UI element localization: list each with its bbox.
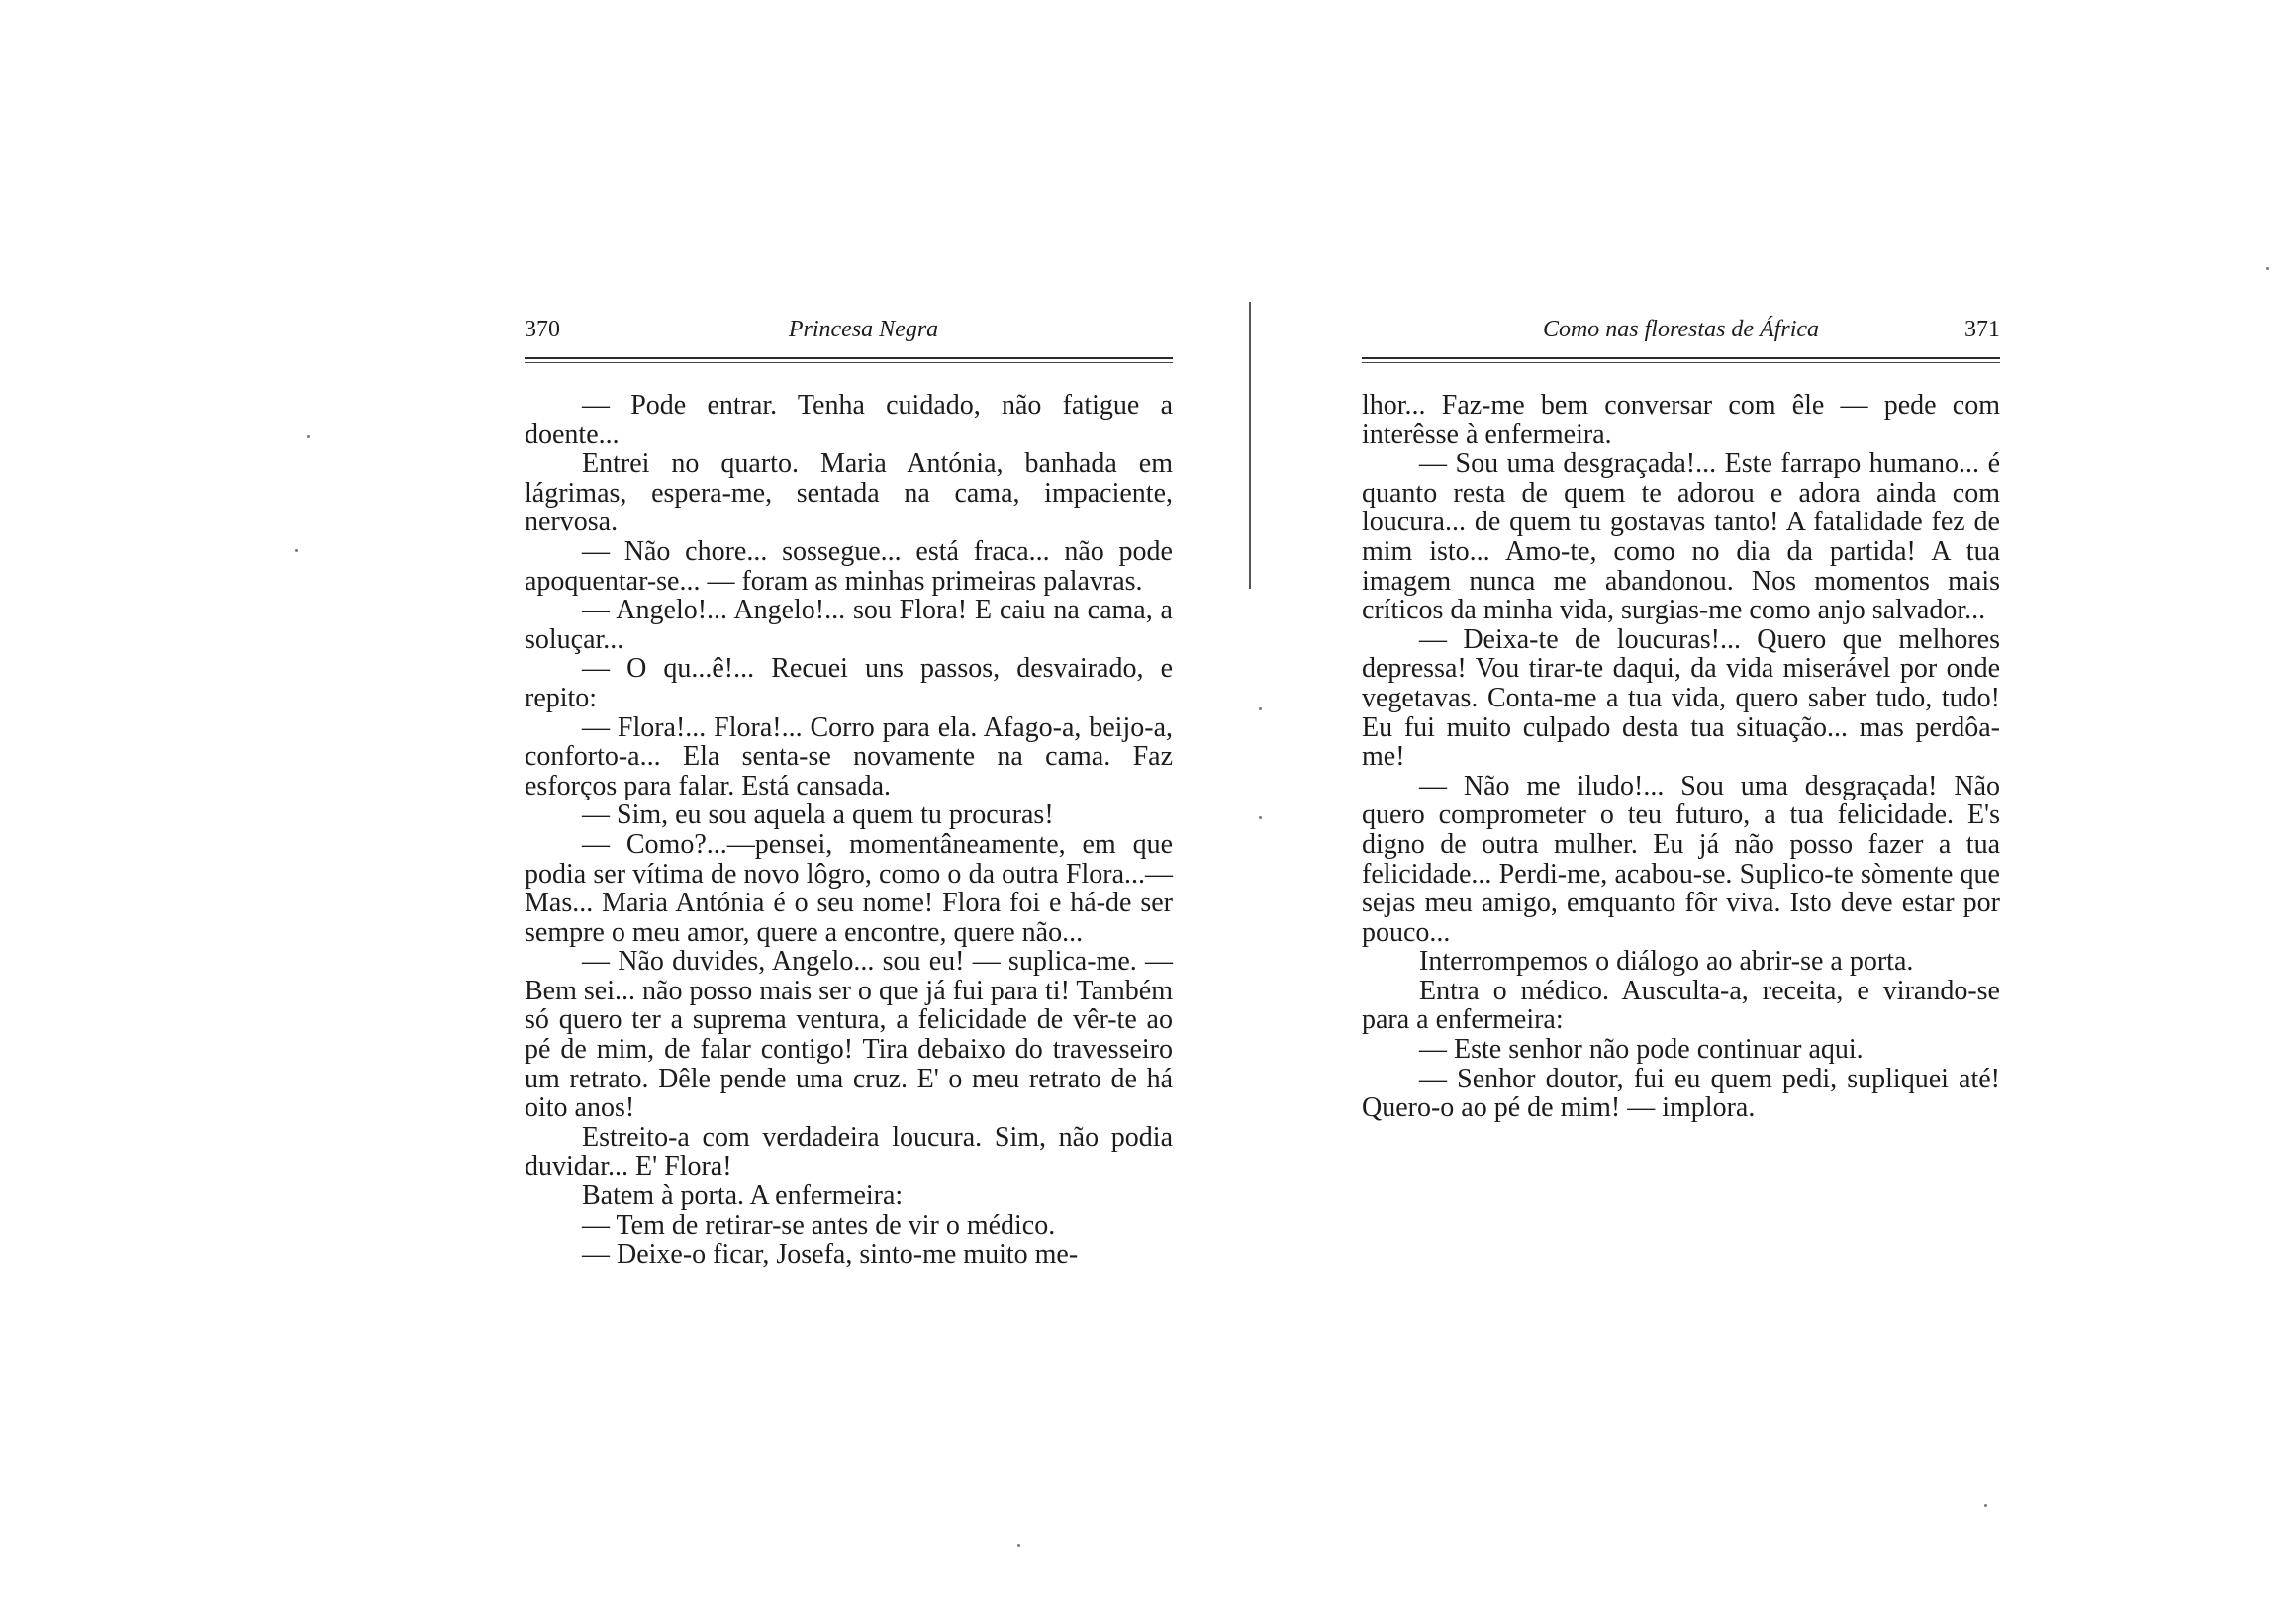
running-title: Como nas florestas de África — [1542, 317, 1820, 342]
paragraph: — Angelo!... Angelo!... sou Flora! E caiu na cama, a soluçar... — [525, 595, 1173, 655]
running-title: Princesa Negra — [788, 317, 939, 342]
paragraph: — O qu...ê!... Recuei uns passos, desvairado, e repito: — [525, 653, 1173, 713]
page-body — [1362, 391, 2000, 1123]
paragraph: — Deixa-te de loucuras!... Quero que melhores depressa! Vou tirar-te daqui, da vida miserável por onde vegetavas. Conta-me a tua vida, quero saber tudo, tudo! Eu fui muito culpado desta tua situação... mas perdôa-me! — [1362, 623, 2000, 773]
paragraph: — Não duvides, Angelo... sou eu! — suplica-me. — Bem sei... não posso mais ser o que já fui para ti! Também só quero ter a suprema ventura, a felicidade de vêr-te ao pé de mim, de falar contigo! Tira debaixo do travesseiro um retrato. Dêle pende uma cruz. E' o meu retrato de há oito anos! — [525, 946, 1173, 1124]
paragraph: lhor... Faz-me bem conversar com êle — pede com interêsse à enfermeira. — [1362, 390, 2000, 450]
scan-speck — [1017, 1544, 1020, 1547]
paragraph: — Tem de retirar-se antes de vir o médico. — [582, 1209, 1056, 1241]
header-rule — [525, 357, 1173, 359]
paragraph: — Deixe-o ficar, Josefa, sinto-me muito me- — [582, 1239, 1079, 1270]
header-rule-thin — [1362, 362, 2000, 363]
paragraph: — Sim, eu sou aquela a quem tu procuras! — [582, 800, 1054, 831]
paragraph: — Como?...—pensei, momentâneamente, em que podia ser vítima de novo lôgro, como o da outra Flora...—Mas... Maria Antónia é o seu nome! Flora foi e há-de ser sempre o meu amor, quere a encontre, quere não... — [525, 828, 1173, 948]
paragraph: Entra o médico. Ausculta-a, receita, e virando-se para a enfermeira: — [1362, 975, 2000, 1036]
scan-speck — [1259, 816, 1262, 819]
paragraph: Interrompemos o diálogo ao abrir-se a porta. — [1419, 946, 1914, 978]
scan-speck — [307, 435, 310, 438]
paragraph: — Flora!... Flora!... Corro para ela. Afago-a, beijo-a, conforto-a... Ela senta-se novamente na cama. Faz esforços para falar. Está cansada. — [525, 711, 1173, 801]
page-body — [525, 391, 1173, 1270]
right-page — [1362, 312, 2000, 1123]
page-number: 371 — [1964, 317, 2000, 342]
header-rule — [1362, 357, 2000, 359]
scan-speck — [295, 549, 298, 552]
header-rule-thin — [525, 362, 1173, 363]
paragraph: — Senhor doutor, fui eu quem pedi, supliquei até! Quero-o ao pé de mim! — implora. — [1362, 1063, 2000, 1124]
paragraph: — Não chore... sossegue... está fraca... não pode apoquentar-se... — foram as minhas primeiras palavras. — [525, 535, 1173, 597]
paragraph: — Este senhor não pode continuar aqui. — [1419, 1034, 1864, 1066]
paragraph: — Não me iludo!... Sou uma desgraçada! Não quero comprometer o teu futuro, a tua felicidade. E's digno de outra mulher. Eu já não posso fazer a tua felicidade... Perdi-me, acabou-se. Suplico-te sòmente que sejas meu amigo, emquanto fôr viva. Isto deve estar por pouco... — [1362, 770, 2000, 948]
page-number: 370 — [525, 317, 560, 342]
running-head-left — [525, 312, 1173, 347]
gutter-line — [1249, 302, 1251, 589]
scan-speck — [2266, 267, 2269, 270]
paragraph: Entrei no quarto. Maria Antónia, banhada em lágrimas, espera-me, sentada na cama, impaciente, nervosa. — [525, 448, 1173, 538]
running-head-right — [1362, 312, 2000, 347]
paragraph: Batem à porta. A enfermeira: — [582, 1180, 904, 1212]
scan-speck — [1984, 1504, 1987, 1507]
scan-speck — [1259, 707, 1262, 710]
left-page — [525, 312, 1173, 1270]
paragraph: — Sou uma desgraçada!... Este farrapo humano... é quanto resta de quem te adorou e adora ainda com loucura... de quem tu gostavas tanto! A fatalidade fez de mim isto... Amo-te, como no dia da partida! A tua imagem nunca me abandonou. Nos momentos mais críticos da minha vida, surgias-me como anjo salvador... — [1362, 448, 2000, 626]
paragraph: — Pode entrar. Tenha cuidado, não fatigue a doente... — [525, 390, 1173, 450]
paragraph: Estreito-a com verdadeira loucura. Sim, não podia duvidar... E' Flora! — [525, 1121, 1173, 1182]
